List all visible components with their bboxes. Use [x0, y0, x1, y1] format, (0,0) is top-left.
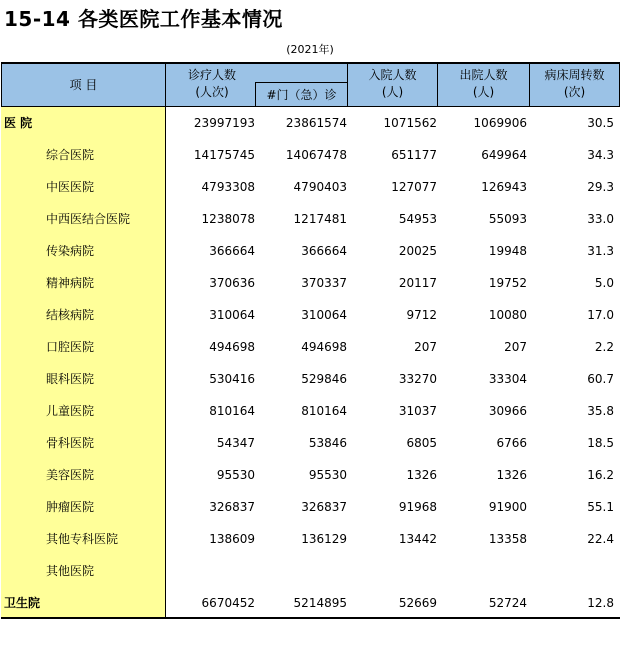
row-outpatient-value: 53846	[308, 436, 347, 450]
row-admissions-value: 33270	[398, 372, 437, 386]
header-turnover-unit: (次)	[563, 85, 586, 99]
row-label: 儿童医院	[46, 404, 95, 418]
row-visits-value: 530416	[209, 372, 255, 386]
row-discharges-value: 649964	[481, 148, 527, 162]
row-discharges-value: 19948	[488, 244, 527, 258]
header-discharges: 出院人数	[459, 68, 508, 82]
row-turnover-value: 60.7	[587, 372, 614, 386]
row-visits-value: 310064	[209, 308, 255, 322]
row-visits-value: 370636	[209, 276, 255, 290]
row-turnover-value: 18.5	[587, 436, 614, 450]
row-label: 卫生院	[4, 596, 41, 610]
row-label: 骨科医院	[46, 436, 95, 450]
row-discharges-value: 91900	[488, 500, 527, 514]
row-label: 美容医院	[46, 468, 95, 482]
row-turnover-value: 34.3	[587, 148, 614, 162]
row-outpatient-value: 136129	[301, 532, 347, 546]
row-admissions-value: 1326	[406, 468, 437, 482]
row-turnover-value: 55.1	[587, 500, 614, 514]
row-turnover-value: 30.5	[587, 116, 614, 130]
row-label: 医 院	[4, 116, 33, 130]
row-discharges-value: 33304	[488, 372, 527, 386]
row-turnover-value: 12.8	[587, 596, 614, 610]
row-outpatient-value: 95530	[308, 468, 347, 482]
header-visits: 诊疗人数	[187, 68, 236, 82]
row-discharges-value: 30966	[488, 404, 527, 418]
row-turnover-value: 31.3	[587, 244, 614, 258]
row-discharges-value: 55093	[488, 212, 527, 226]
row-visits-value: 366664	[209, 244, 255, 258]
row-visits-value: 326837	[209, 500, 255, 514]
row-admissions-value: 651177	[391, 148, 437, 162]
row-label: 眼科医院	[46, 372, 95, 386]
row-outpatient-value: 310064	[301, 308, 347, 322]
row-admissions-value: 9712	[406, 308, 437, 322]
header-discharges-unit: (人)	[472, 85, 495, 99]
row-outpatient-value: 494698	[301, 340, 347, 354]
row-discharges-value: 10080	[488, 308, 527, 322]
row-discharges-value: 126943	[481, 180, 527, 194]
row-admissions-value: 6805	[406, 436, 437, 450]
row-turnover-value: 17.0	[587, 308, 614, 322]
row-outpatient-value: 1217481	[293, 212, 347, 226]
row-label: 精神病院	[46, 276, 95, 290]
row-label: 其他医院	[46, 564, 95, 578]
row-admissions-value: 31037	[398, 404, 437, 418]
table-top-border	[1, 62, 620, 64]
right-border	[619, 62, 620, 107]
row-discharges-value: 19752	[488, 276, 527, 290]
header-visits-unit: (人次)	[195, 85, 229, 99]
row-outpatient-value: 23861574	[285, 116, 347, 130]
row-visits-value: 810164	[209, 404, 255, 418]
year-note: (2021年)	[286, 43, 334, 56]
row-outpatient-value: 529846	[301, 372, 347, 386]
row-outpatient-value: 326837	[301, 500, 347, 514]
row-discharges-value: 13358	[488, 532, 527, 546]
row-discharges-value: 52724	[488, 596, 527, 610]
row-visits-value: 138609	[209, 532, 255, 546]
row-admissions-value: 207	[414, 340, 437, 354]
row-discharges-value: 207	[504, 340, 527, 354]
row-admissions-value: 54953	[398, 212, 437, 226]
header-admissions: 入院人数	[368, 68, 417, 82]
subheader-line	[255, 82, 347, 83]
header-turnover: 病床周转数	[544, 68, 605, 82]
row-label: 结核病院	[46, 308, 95, 322]
row-label: 肿瘤医院	[46, 500, 95, 514]
row-admissions-value: 91968	[398, 500, 437, 514]
row-visits-value: 14175745	[193, 148, 255, 162]
row-admissions-value: 1071562	[383, 116, 437, 130]
header-bottom-border	[1, 106, 620, 107]
row-visits-value: 1238078	[201, 212, 255, 226]
row-outpatient-value: 4790403	[293, 180, 347, 194]
row-admissions-value: 20117	[398, 276, 437, 290]
header-outpatient: #门（急）诊	[266, 88, 337, 102]
row-outpatient-value: 5214895	[293, 596, 347, 610]
row-admissions-value: 127077	[391, 180, 437, 194]
row-discharges-value: 6766	[496, 436, 527, 450]
row-turnover-value: 22.4	[587, 532, 614, 546]
row-outpatient-value: 366664	[301, 244, 347, 258]
row-turnover-value: 2.2	[594, 340, 614, 354]
row-label: 中医医院	[46, 180, 95, 194]
row-visits-value: 54347	[216, 436, 255, 450]
header-item: 项 目	[69, 78, 98, 92]
row-outpatient-value: 14067478	[285, 148, 347, 162]
row-turnover-value: 33.0	[587, 212, 614, 226]
table-bottom-border	[1, 617, 620, 619]
row-visits-value: 23997193	[193, 116, 255, 130]
row-discharges-value: 1326	[496, 468, 527, 482]
row-label: 口腔医院	[46, 340, 95, 354]
row-turnover-value: 16.2	[587, 468, 614, 482]
row-label: 传染病院	[46, 244, 95, 258]
row-discharges-value: 1069906	[473, 116, 527, 130]
row-visits-value: 494698	[209, 340, 255, 354]
page-title: 15-14 各类医院工作基本情况	[4, 7, 283, 31]
row-admissions-value: 20025	[398, 244, 437, 258]
row-visits-value: 6670452	[201, 596, 255, 610]
row-outpatient-value: 370337	[301, 276, 347, 290]
row-outpatient-value: 810164	[301, 404, 347, 418]
row-turnover-value: 5.0	[594, 276, 614, 290]
row-admissions-value: 52669	[398, 596, 437, 610]
row-turnover-value: 35.8	[587, 404, 614, 418]
header-admissions-unit: (人)	[381, 85, 404, 99]
row-visits-value: 4793308	[201, 180, 255, 194]
row-label: 综合医院	[46, 148, 95, 162]
row-label: 中西医结合医院	[46, 212, 131, 226]
row-turnover-value: 29.3	[587, 180, 614, 194]
row-admissions-value: 13442	[398, 532, 437, 546]
row-label: 其他专科医院	[46, 532, 119, 546]
row-visits-value: 95530	[216, 468, 255, 482]
